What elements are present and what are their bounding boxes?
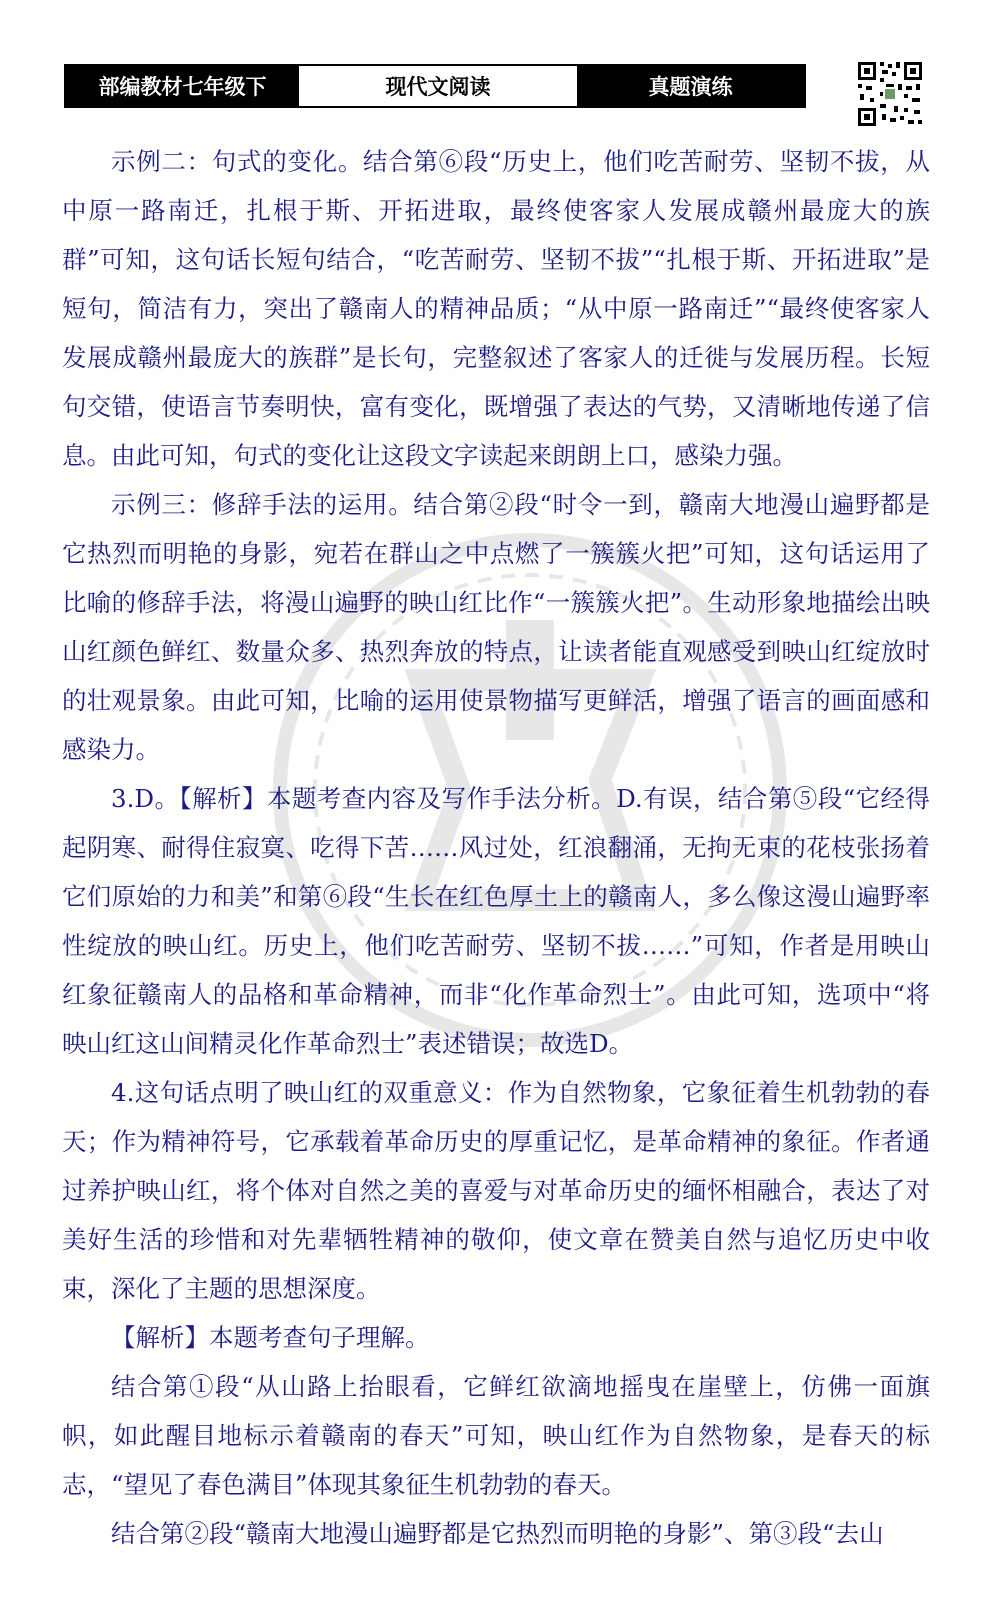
paragraph-answer-3: 3.D。【解析】本题考查内容及写作手法分析。D.有误，结合第⑤段“它经得起阴寒、耐得住寂寞、吃得下苦……风过处，红浪翻涌，无拘无束的花枝张扬着它们原始的力和美”和第⑥段“生长在红色厚土上的赣南人，多么像这漫山遍野率性绽放的映山红。历史上，他们吃苦耐劳、坚韧不拔……”可知，作者是用映山红象征赣南人的品格和革命精神，而非“化作革命烈士”。由此可知，选项中“将映山红这山间精灵化作革命烈士”表述错误；故选D。 <box>62 784 930 1058</box>
paragraph-example-two: 示例二：句式的变化。结合第⑥段“历史上，他们吃苦耐劳、坚韧不拔，从中原一路南迁，扎根于斯、开拓进取，最终使客家人发展成赣州最庞大的族群”可知，这句话长短句结合，“吃苦耐劳、坚韧不拔”“扎根于斯、开拓进取”是短句，简洁有力，突出了赣南人的精神品质；“从中原一路南迁”“最终使客家人发展成赣州最庞大的族群”是长句，完整叙述了客家人的迁徙与发展历程。长短句交错，使语言节奏明快，富有变化，既增强了表达的气势，又清晰地传递了信息。由此可知，句式的变化让这段文字读起来朗朗上口，感染力强。 <box>62 147 930 470</box>
header-right-label: 真题演练 <box>577 66 804 106</box>
header-center-label: 现代文阅读 <box>299 66 577 106</box>
header-left-label: 部编教材七年级下 <box>66 66 299 106</box>
header-bar <box>64 64 806 108</box>
answer-content <box>62 137 930 1558</box>
paragraph-analysis-1: 结合第①段“从山路上抬眼看，它鲜红欲滴地摇曳在崖壁上，仿佛一面旗帜，如此醒目地标示着赣南的春天”可知，映山红作为自然物象，是春天的标志，“望见了春色满目”体现其象征生机勃勃的春天。 <box>62 1372 930 1499</box>
paragraph-answer-4: 4.这句话点明了映山红的双重意义：作为自然物象，它象征着生机勃勃的春天；作为精神符号，它承载着革命历史的厚重记忆，是革命精神的象征。作者通过养护映山红，将个体对自然之美的喜爱与对革命历史的缅怀相融合，表达了对美好生活的珍惜和对先辈牺牲精神的敬仰，使文章在赞美自然与追忆历史中收束，深化了主题的思想深度。 <box>62 1078 930 1303</box>
paragraph-example-three: 示例三：修辞手法的运用。结合第②段“时令一到，赣南大地漫山遍野都是它热烈而明艳的身影，宛若在群山之中点燃了一簇簇火把”可知，这句话运用了比喻的修辞手法，将漫山遍野的映山红比作“一簇簇火把”。生动形象地描绘出映山红颜色鲜红、数量众多、热烈奔放的特点，让读者能直观感受到映山红绽放时的壮观景象。由此可知，比喻的运用使景物描写更鲜活，增强了语言的画面感和感染力。 <box>62 490 930 764</box>
paragraph-analysis-2: 结合第②段“赣南大地漫山遍野都是它热烈而明艳的身影”、第③段“去山 <box>111 1519 884 1548</box>
qr-code-icon <box>856 60 924 128</box>
paragraph-analysis-heading: 【解析】本题考查句子理解。 <box>111 1323 430 1352</box>
